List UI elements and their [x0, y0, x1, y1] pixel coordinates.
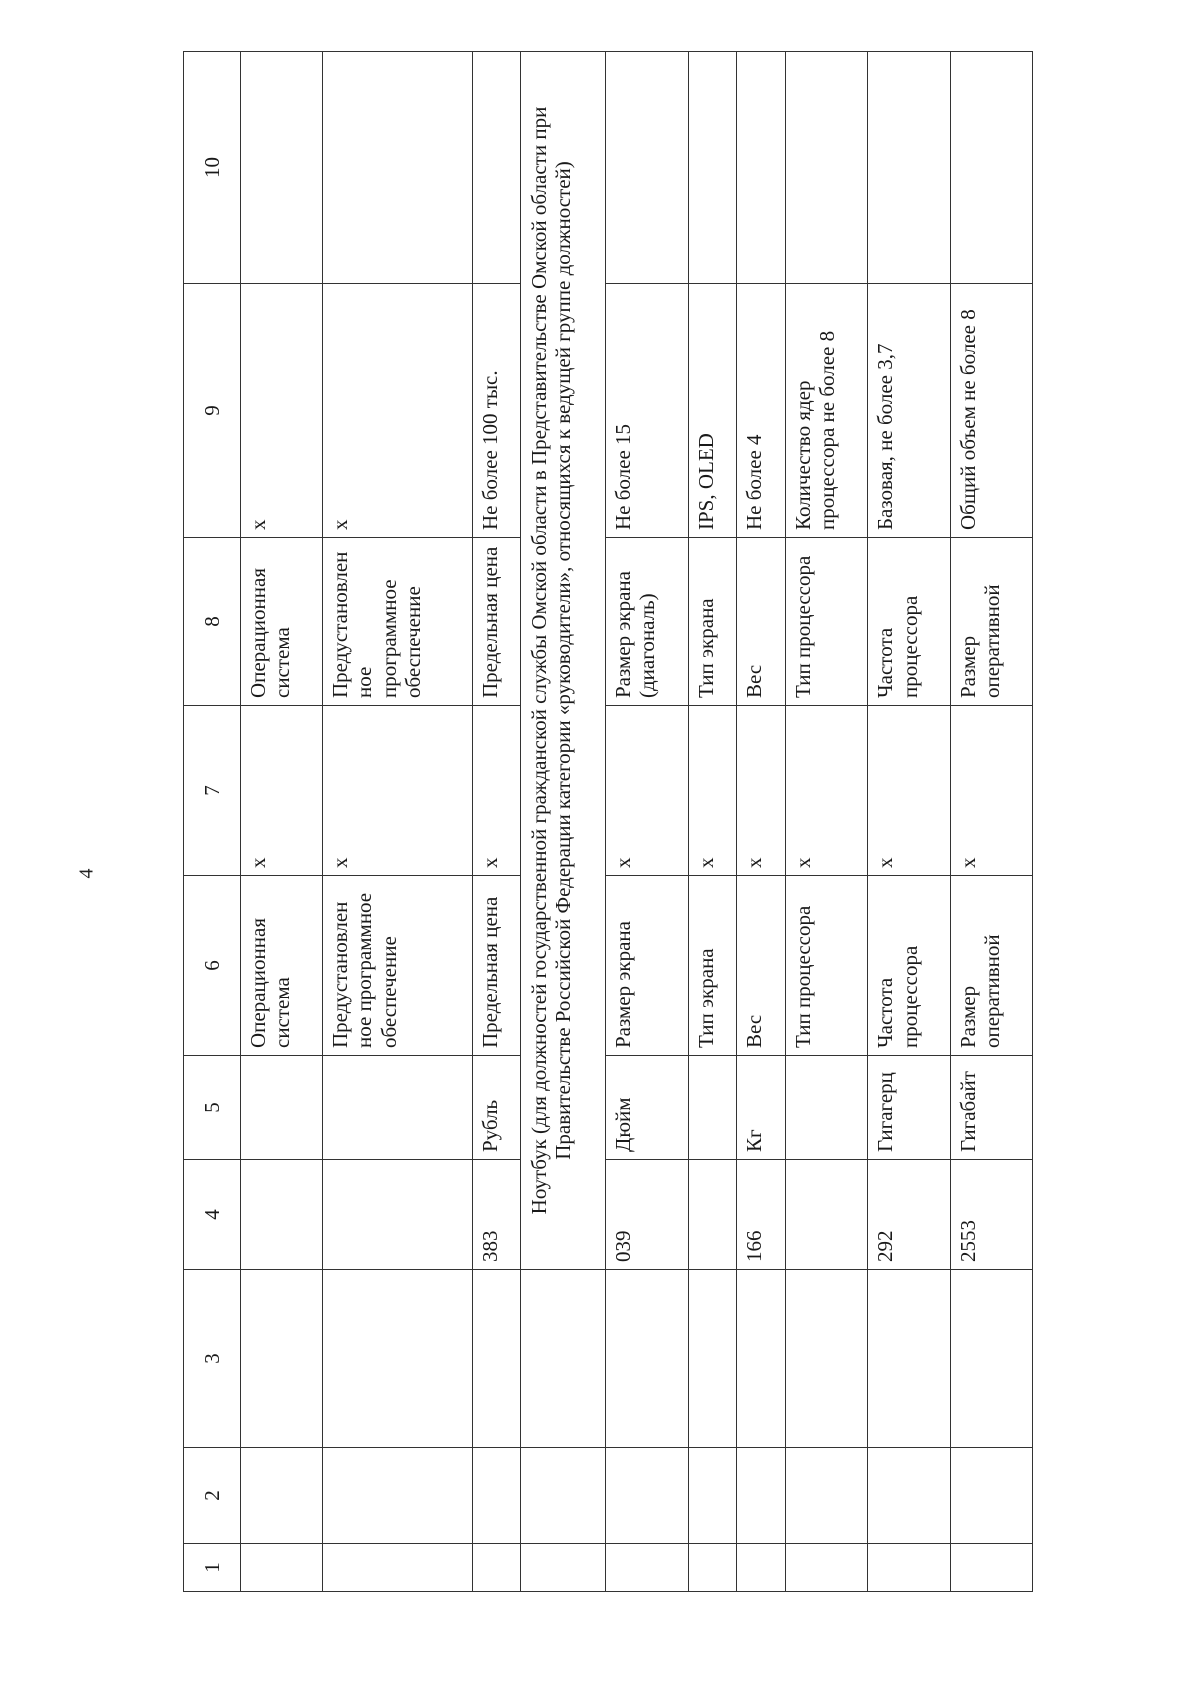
table-cell: Не более 15 — [606, 284, 688, 538]
header-cell: 4 — [184, 1160, 241, 1270]
table-cell: x — [472, 706, 521, 876]
table-cell: Предустановлен ное программное обеспечение — [323, 876, 472, 1056]
header-cell: 3 — [184, 1270, 241, 1448]
table-cell — [950, 1448, 1032, 1544]
table-cell — [521, 1544, 606, 1592]
table-cell — [688, 52, 737, 284]
table-cell: 166 — [737, 1160, 786, 1270]
table-cell — [606, 52, 688, 284]
table-cell — [521, 1448, 606, 1544]
table-cell: Дюйм — [606, 1056, 688, 1160]
table-cell: IPS, OLED — [688, 284, 737, 538]
table-cell — [688, 1448, 737, 1544]
table-cell — [241, 1056, 323, 1160]
header-cell: 2 — [184, 1448, 241, 1544]
table-cell — [323, 1056, 472, 1160]
table-row — [868, 52, 950, 1592]
table-cell: 383 — [472, 1160, 521, 1270]
header-cell: 1 — [184, 1544, 241, 1592]
table-cell: Размер экрана (диагональ) — [606, 538, 688, 706]
table-cell: Размер оперативной — [950, 876, 1032, 1056]
table-cell — [950, 52, 1032, 284]
table-cell: Частота процессора — [868, 876, 950, 1056]
table-cell — [606, 1544, 688, 1592]
table-cell: Размер экрана — [606, 876, 688, 1056]
table-cell: Тип экрана — [688, 876, 737, 1056]
table-cell: 039 — [606, 1160, 688, 1270]
table-cell — [786, 1056, 868, 1160]
table-cell — [786, 1270, 868, 1448]
table-cell: Размер оперативной — [950, 538, 1032, 706]
table-cell — [737, 1448, 786, 1544]
table-cell: Тип процессора — [786, 876, 868, 1056]
table-cell: Тип процессора — [786, 538, 868, 706]
table-cell — [868, 52, 950, 284]
table-cell — [472, 1544, 521, 1592]
table-cell: Операционная система — [241, 538, 323, 706]
table-cell — [323, 52, 472, 284]
header-cell: 10 — [184, 52, 241, 284]
table-cell — [868, 1448, 950, 1544]
table-body — [184, 52, 1033, 1592]
rotated-table-container — [183, 52, 1033, 1592]
table-cell: Предельная цена — [472, 876, 521, 1056]
table-cell: Количество ядер процессора не более 8 — [786, 284, 868, 538]
table-cell — [786, 52, 868, 284]
table-cell: x — [786, 706, 868, 876]
table-cell — [688, 1056, 737, 1160]
table-cell: x — [323, 284, 472, 538]
table-cell: x — [241, 284, 323, 538]
table-cell: Вес — [737, 876, 786, 1056]
table-cell: Не более 100 тыс. — [472, 284, 521, 538]
table-row — [472, 52, 521, 1592]
table-cell — [521, 1270, 606, 1448]
table-cell: Тип экрана — [688, 538, 737, 706]
table-cell: Не более 4 — [737, 284, 786, 538]
table-cell — [786, 1160, 868, 1270]
table-cell — [786, 1448, 868, 1544]
table-cell: Операционная система — [241, 876, 323, 1056]
section-title: Ноутбук (для должностей государственной гражданской службы Омской области в Представительстве Омской области при Правительстве Российской Федерации категории «руководители», относящихся к ведущей группе должностей) — [521, 52, 606, 1270]
header-row — [184, 52, 241, 1592]
table-cell — [472, 1270, 521, 1448]
table-cell — [241, 1544, 323, 1592]
table-cell — [688, 1270, 737, 1448]
table-cell: x — [737, 706, 786, 876]
table-row — [737, 52, 786, 1592]
table-row — [950, 52, 1032, 1592]
page-number: 4 — [75, 868, 98, 879]
table-cell — [472, 1448, 521, 1544]
header-cell: 8 — [184, 538, 241, 706]
table-row — [606, 52, 688, 1592]
table-cell — [241, 1270, 323, 1448]
table-row — [323, 52, 472, 1592]
table-cell: x — [606, 706, 688, 876]
header-cell: 7 — [184, 706, 241, 876]
table-cell: 292 — [868, 1160, 950, 1270]
table-cell: Гигабайт — [950, 1056, 1032, 1160]
table-cell — [241, 1448, 323, 1544]
table-cell: Частота процессора — [868, 538, 950, 706]
table-cell: x — [868, 706, 950, 876]
table-cell — [950, 1270, 1032, 1448]
table-cell — [868, 1270, 950, 1448]
table-cell: x — [950, 706, 1032, 876]
table-cell: Общий объем не более 8 — [950, 284, 1032, 538]
table-cell: Гигагерц — [868, 1056, 950, 1160]
table-cell — [606, 1270, 688, 1448]
section-row — [521, 52, 606, 1592]
table-cell — [786, 1544, 868, 1592]
table-cell: x — [323, 706, 472, 876]
table-cell — [472, 52, 521, 284]
table-cell: Предельная цена — [472, 538, 521, 706]
table-cell — [688, 1160, 737, 1270]
table-cell: Рубль — [472, 1056, 521, 1160]
table-cell: Вес — [737, 538, 786, 706]
table-cell — [950, 1544, 1032, 1592]
table-cell — [737, 1270, 786, 1448]
header-cell: 6 — [184, 876, 241, 1056]
table-cell — [323, 1160, 472, 1270]
table-cell: Базовая, не более 3,7 — [868, 284, 950, 538]
table-cell: 2553 — [950, 1160, 1032, 1270]
table-cell — [323, 1544, 472, 1592]
table-cell — [323, 1270, 472, 1448]
table-row — [688, 52, 737, 1592]
table-cell — [688, 1544, 737, 1592]
table-cell — [737, 52, 786, 284]
table-cell: Предустановлен ное программное обеспечение — [323, 538, 472, 706]
table-row — [241, 52, 323, 1592]
table-cell: x — [688, 706, 737, 876]
table-cell — [323, 1448, 472, 1544]
table-cell — [868, 1544, 950, 1592]
header-cell: 5 — [184, 1056, 241, 1160]
table-cell — [737, 1544, 786, 1592]
table-cell — [241, 1160, 323, 1270]
table-cell: x — [241, 706, 323, 876]
table-cell: Кг — [737, 1056, 786, 1160]
header-cell: 9 — [184, 284, 241, 538]
table-row — [786, 52, 868, 1592]
table-cell — [606, 1448, 688, 1544]
table-cell — [241, 52, 323, 284]
specs-table — [183, 51, 1033, 1592]
